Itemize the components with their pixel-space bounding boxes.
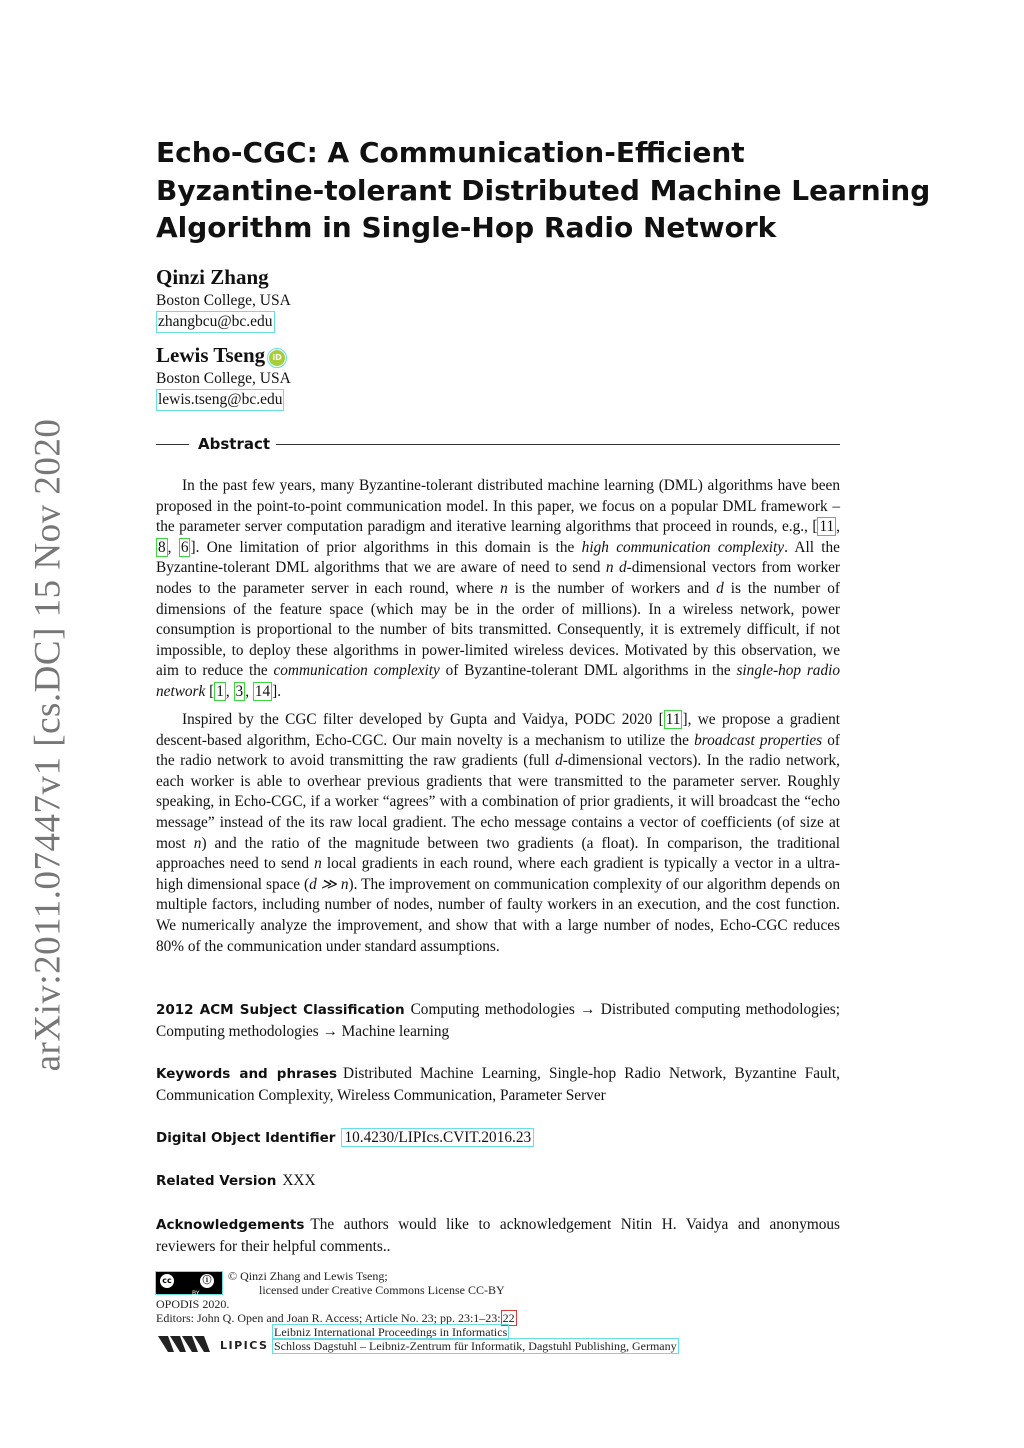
doi-link[interactable]: 10.4230/LIPIcs.CVIT.2016.23 bbox=[341, 1128, 534, 1147]
title-line-2: Byzantine-tolerant Distributed Machine Learning bbox=[156, 173, 931, 207]
abstract-paragraph-2: Inspired by the CGC filter developed by Gupta and Vaidya, PODC 2020 [ 11 ], we propose a gradient descent-based algorithm, Echo-CGC. Our main novelty is a mechanism to utilize the broadcast properties of the radio network to avoid transmitting the raw gradients (full d-dimensional vectors). In the radio network, each worker is able to overhear previous gradients that were transmitted to the parameter server. Roughly speaking, in Echo-CGC, if a worker “agrees” with a combination of prior gradients, it will broadcast the “echo message” instead of the its raw local gradient. The echo message contains a vector of coefficients (of size at most n) and the ratio of the magnitude between two gradients (a float). In comparison, the traditional approaches need to send n local gradients in each round, where each gradient is typically a vector in a ultra-high dimensional space (d ≫ n). The improvement on communication complexity of our algorithm depends on multiple factors, including number of nodes, number of faulty workers in an execution, and the cost function. We numerically analyze the improvement, and show that with a large number of nodes, Echo-CGC reduces 80% of the communication under standard assumptions. bbox=[156, 711, 841, 955]
abstract-paragraph-1: In the past few years, many Byzantine-tolerant distributed machine learning (DML) algorithms have been proposed in the point-to-point communication model. In this paper, we focus on a popular DML framework – the parameter server computation paradigm and iterative learning algorithms that proceed in rounds, e.g., [ 11 , 8 , 6 ]. One limitation of prior algorithms in this domain is the high communication complexity. All the Byzantine-tolerant DML algorithms that we are aware of need to send n d-dimensional vectors from worker nodes to the parameter server in each round, where n is the number of workers and d is the number of dimensions of the feature space (which may be in the order of millions). In a wireless network, power consumption is proportional to the number of bits transmitted. Consequently, it is extremely difficult, if not impossible, to deploy these algorithms in power-limited wireless devices. Motivated by this observation, we aim to reduce the communication complexity of Byzantine-tolerant DML algorithms in the single-hop radio network [ 1 , 3 , 14 ]. bbox=[156, 477, 841, 700]
citation-link[interactable]: 11 bbox=[819, 518, 835, 536]
related-value: XXX bbox=[282, 1172, 316, 1189]
ack-text: The authors would like to acknowledgement Nitin H. Vaidya and anonymous reviewers for their helpful comments.. bbox=[156, 1216, 840, 1255]
lipics-logo-icon bbox=[158, 1334, 218, 1356]
keywords-text: Distributed Machine Learning, Single-hop Radio Network, Byzantine Fault, Communication Complexity, Wireless Communication, Parameter Server bbox=[156, 1065, 840, 1104]
keywords bbox=[156, 1063, 840, 1106]
acm-text: Computing methodologies → Distributed computing methodologies; Computing methodologies → Machine learning bbox=[156, 1001, 840, 1040]
author-affiliation: Boston College, USA bbox=[156, 370, 291, 387]
editors-line: Editors: John Q. Open and Joan R. Access; Article No. 23; pp. 23:1–23: 22 bbox=[156, 1311, 515, 1325]
acknowledgements bbox=[156, 1214, 840, 1257]
citation-link[interactable]: 1 bbox=[216, 682, 224, 700]
attribution-icon: ⓘ bbox=[200, 1274, 214, 1288]
title-line-1: Echo-CGC: A Communication-Efficient bbox=[156, 136, 745, 169]
venue-line: OPODIS 2020. bbox=[156, 1297, 230, 1311]
author-name: Lewis Tseng bbox=[156, 343, 266, 367]
author-name-row bbox=[156, 342, 291, 368]
publisher-link[interactable]: Schloss Dagstuhl – Leibniz-Zentrum für Informatik, Dagstuhl Publishing, Germany bbox=[274, 1339, 677, 1353]
cc-icon: cc bbox=[160, 1274, 174, 1288]
lipics-logo bbox=[158, 1334, 268, 1356]
abstract-label: Abstract bbox=[198, 435, 271, 453]
citation-link[interactable]: 3 bbox=[235, 682, 244, 700]
related-version bbox=[156, 1170, 840, 1192]
doi-label: Digital Object Identifier bbox=[156, 1130, 336, 1146]
ack-label: Acknowledgements bbox=[156, 1217, 305, 1233]
abstract-heading bbox=[156, 433, 840, 455]
author-affiliation: Boston College, USA bbox=[156, 292, 291, 309]
heading-rule-left bbox=[156, 444, 189, 445]
author-block-2 bbox=[156, 342, 291, 411]
copyright-line: © Qinzi Zhang and Lewis Tseng; bbox=[228, 1269, 388, 1283]
series-link[interactable]: Leibniz International Proceedings in Informatics bbox=[274, 1325, 508, 1339]
lipics-wordmark: LIPICS bbox=[220, 1339, 269, 1352]
by-label: BY bbox=[192, 1290, 200, 1297]
license-line: licensed under Creative Commons License CC-BY bbox=[259, 1283, 505, 1297]
citation-link[interactable]: 8 bbox=[158, 538, 166, 556]
orcid-icon[interactable]: iD bbox=[269, 350, 285, 366]
author-email-link[interactable]: lewis.tseng@bc.edu bbox=[156, 389, 284, 411]
paper-title bbox=[156, 134, 931, 247]
heading-rule-right bbox=[276, 444, 840, 445]
author-email-link[interactable]: zhangbcu@bc.edu bbox=[156, 311, 275, 333]
author-block-1 bbox=[156, 264, 291, 333]
arxiv-sidebar bbox=[27, 418, 69, 1072]
doi-row bbox=[156, 1127, 840, 1149]
arxiv-identifier: arXiv:2011.07447v1 [cs.DC] 15 Nov 2020 bbox=[27, 418, 69, 1072]
citation-link[interactable]: 11 bbox=[665, 711, 681, 728]
publisher-link-wrap bbox=[272, 1340, 679, 1354]
last-page-link[interactable]: 22 bbox=[502, 1311, 515, 1325]
author-name: Qinzi Zhang bbox=[156, 265, 269, 289]
keywords-label: Keywords and phrases bbox=[156, 1066, 338, 1082]
acm-label: 2012 ACM Subject Classification bbox=[156, 1002, 405, 1018]
citation-link[interactable]: 6 bbox=[180, 538, 189, 556]
cc-by-badge[interactable] bbox=[156, 1272, 222, 1297]
title-line-3: Algorithm in Single-Hop Radio Network bbox=[156, 211, 777, 244]
citation-link[interactable]: 14 bbox=[254, 682, 271, 700]
related-label: Related Version bbox=[156, 1173, 277, 1189]
acm-classification bbox=[156, 999, 840, 1042]
